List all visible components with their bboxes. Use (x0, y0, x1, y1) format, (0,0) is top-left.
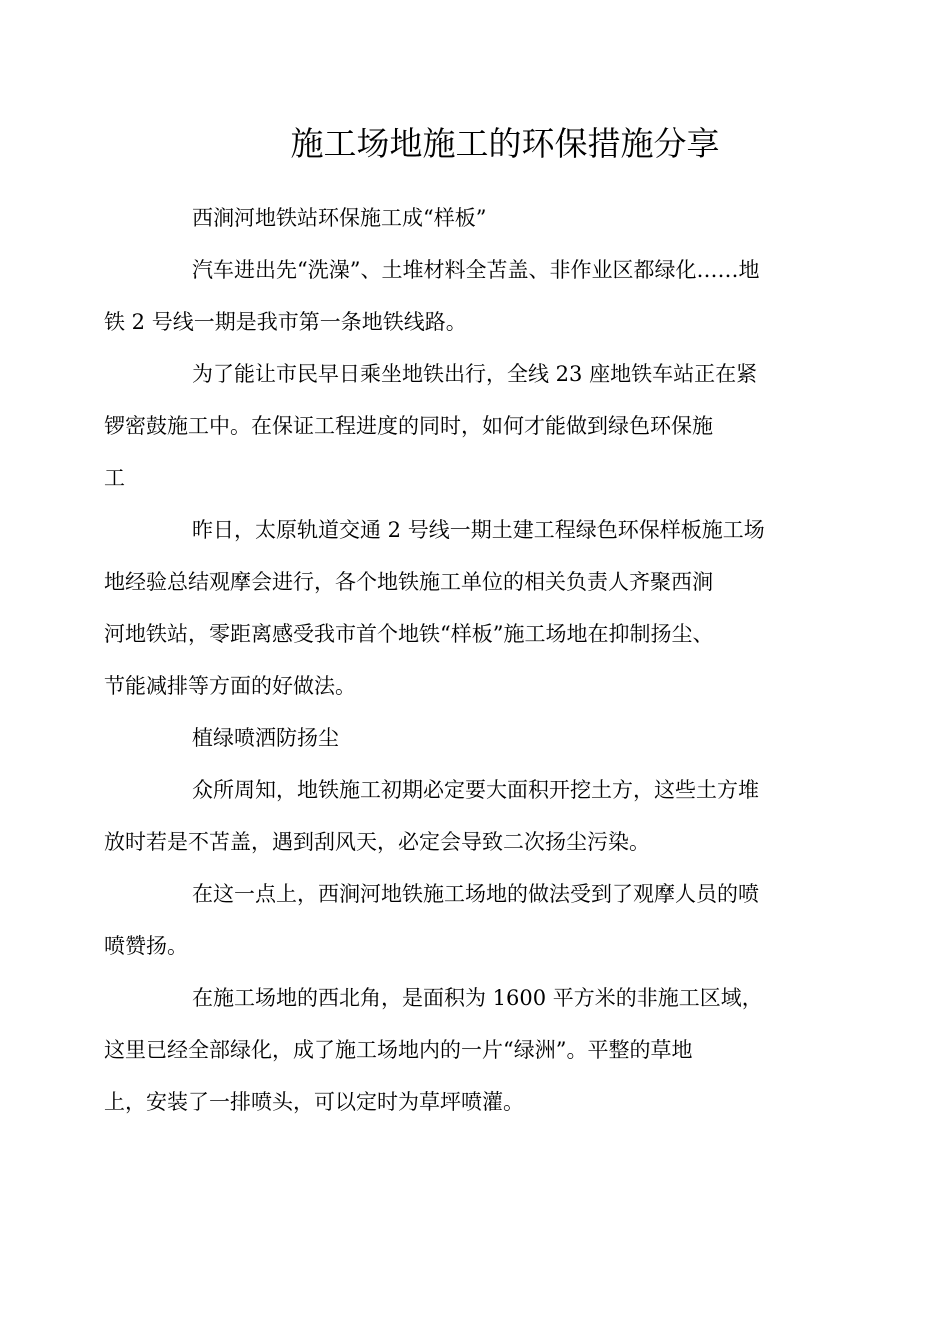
paragraph (104, 972, 798, 1128)
paragraph-line: 地经验总结观摩会进行，各个地铁施工单位的相关负责人齐聚西涧 (104, 570, 713, 594)
paragraph-line: 河地铁站，零距离感受我市首个地铁“样板”施工场地在抑制扬尘、 (104, 622, 714, 646)
paragraph-line: 工 (104, 466, 125, 490)
paragraph-line: 众所周知，地铁施工初期必定要大面积开挖土方，这些土方堆 (192, 778, 759, 802)
paragraph-line: 为了能让市民早日乘坐地铁出行，全线 23 座地铁车站正在紧 (192, 362, 758, 386)
paragraph-line: 西涧河地铁站环保施工成“样板” (192, 206, 487, 230)
paragraph-line: 放时若是不苫盖，遇到刮风天，必定会导致二次扬尘污染。 (104, 830, 650, 854)
paragraph-line: 喷赞扬。 (104, 934, 188, 958)
paragraph-line: 汽车进出先“洗澡”、土堆材料全苫盖、非作业区都绿化……地 (192, 258, 760, 282)
paragraph (104, 764, 798, 868)
paragraph (104, 504, 798, 712)
paragraph (104, 348, 798, 504)
paragraph-line: 昨日，太原轨道交通 2 号线一期土建工程绿色环保样板施工场 (192, 518, 765, 542)
paragraph-line: 植绿喷洒防扬尘 (192, 726, 339, 750)
paragraph-line: 节能减排等方面的好做法。 (104, 674, 356, 698)
document-body (104, 192, 798, 1128)
paragraph (104, 244, 798, 348)
paragraph-line: 在施工场地的西北角，是面积为 1600 平方米的非施工区域， (192, 986, 763, 1010)
paragraph-line: 这里已经全部绿化，成了施工场地内的一片“绿洲”。平整的草地 (104, 1038, 693, 1062)
paragraph-line: 铁 2 号线一期是我市第一条地铁线路。 (104, 310, 467, 334)
paragraph (104, 868, 798, 972)
paragraph-line: 上，安装了一排喷头，可以定时为草坪喷灌。 (104, 1090, 524, 1114)
document-title: 施工场地施工的环保措施分享 (290, 124, 720, 163)
paragraph (148, 192, 798, 244)
paragraph-line: 锣密鼓施工中。在保证工程进度的同时，如何才能做到绿色环保施 (104, 414, 713, 438)
paragraph-line: 在这一点上，西涧河地铁施工场地的做法受到了观摩人员的喷 (192, 882, 759, 906)
section-heading (148, 712, 798, 764)
